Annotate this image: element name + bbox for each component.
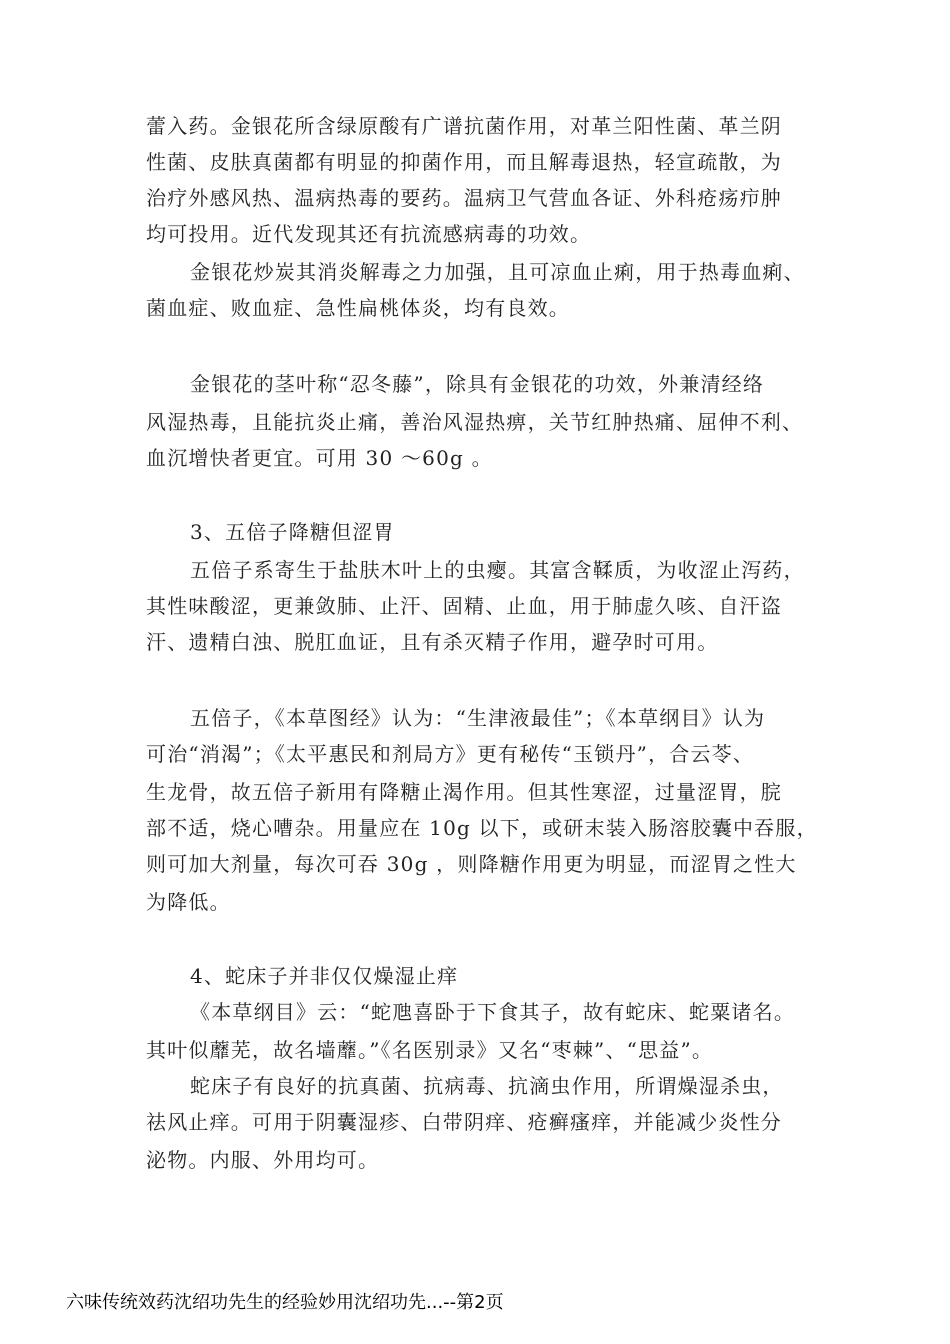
paragraph-line: 其性味酸涩，更兼敛肺、止汗、固精、止血，用于肺虚久咳、自汗盗 <box>146 594 782 618</box>
paragraph-line: 部不适，烧心嘈杂。用量应在 10g 以下，或研末装入肠溶胶囊中吞服， <box>146 816 818 840</box>
paragraph-line: 则可加大剂量，每次可吞 30g ，则降糖作用更为明显，而涩胃之性大 <box>146 852 797 876</box>
section-heading: 4、蛇床子并非仅仅燥湿止痒 <box>190 964 459 988</box>
paragraph-line: 血沉增快者更宜。可用 30 ～60g 。 <box>146 446 493 470</box>
paragraph-line: 生龙骨，故五倍子新用有降糖止渴作用。但其性寒涩，过量涩胃，脘 <box>146 780 782 804</box>
paragraph-line: 《本草纲目》云：“蛇虺喜卧于下食其子，故有蛇床、蛇粟诸名。 <box>190 1000 796 1024</box>
paragraph-line: 性菌、皮肤真菌都有明显的抑菌作用，而且解毒退热，轻宣疏散，为 <box>146 150 782 174</box>
paragraph-line: 金银花炒炭其消炎解毒之力加强，且可凉血止痢，用于热毒血痢、 <box>190 260 805 284</box>
paragraph-line: 金银花的茎叶称“忍冬藤”，除具有金银花的功效，外兼清经络 <box>190 372 765 396</box>
paragraph-line: 菌血症、败血症、急性扁桃体炎，均有良效。 <box>146 296 570 320</box>
paragraph-line: 五倍子，《本草图经》认为：“生津液最佳”；《本草纲目》认为 <box>190 706 766 730</box>
paragraph-line: 五倍子系寄生于盐肤木叶上的虫瘿。其富含鞣质，为收涩止泻药， <box>190 558 805 582</box>
paragraph-line: 汗、遗精白浊、脱肛血证，且有杀灭精子作用，避孕时可用。 <box>146 630 719 654</box>
paragraph-line: 均可投用。近代发现其还有抗流感病毒的功效。 <box>146 222 592 246</box>
paragraph-line: 祛风止痒。可用于阴囊湿疹、白带阴痒、疮癣瘙痒，并能减少炎性分 <box>146 1110 782 1134</box>
paragraph-line: 风湿热毒，且能抗炎止痛，善治风湿热痹，关节红肿热痛、屈伸不利、 <box>146 410 804 434</box>
paragraph-line: 蛇床子有良好的抗真菌、抗病毒、抗滴虫作用，所谓燥湿杀虫， <box>190 1074 784 1098</box>
paragraph-line: 治疗外感风热、温病热毒的要药。温病卫气营血各证、外科疮疡疖肿 <box>146 186 782 210</box>
paragraph-line: 蕾入药。金银花所含绿原酸有广谱抗菌作用，对革兰阳性菌、革兰阴 <box>146 114 782 138</box>
page-footer: 六味传统效药沈绍功先生的经验妙用沈绍功先...--第2页 <box>66 1292 504 1313</box>
paragraph-line: 泌物。内服、外用均可。 <box>146 1148 380 1172</box>
paragraph-line: 可治“消渴”；《太平惠民和剂局方》更有秘传“玉锁丹”，合云苓、 <box>146 742 755 766</box>
section-heading: 3、五倍子降糖但涩胃 <box>190 520 395 544</box>
paragraph-line: 其叶似蘼芜，故名墙蘼。”《名医别录》又名“枣棘”、“思益”。 <box>146 1038 714 1062</box>
paragraph-line: 为降低。 <box>146 890 231 914</box>
